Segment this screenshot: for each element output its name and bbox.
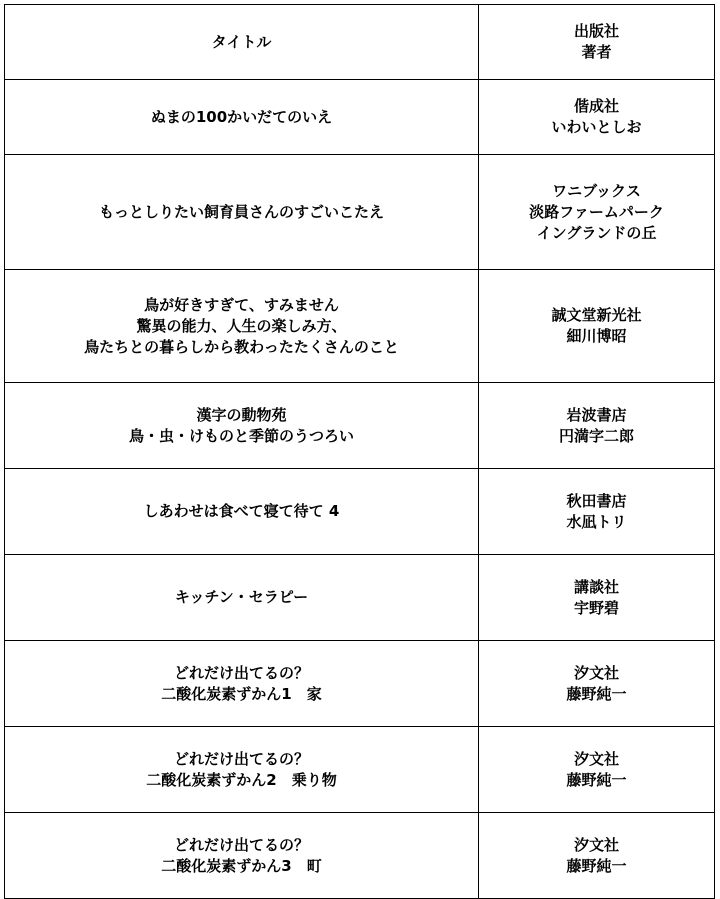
book-subtitle-line: 驚異の能力、人生の楽しみ方、 <box>136 316 347 335</box>
info-cell <box>479 383 715 469</box>
book-title-line: しあわせは食べて寝て待て 4 <box>143 502 340 520</box>
header-title-cell <box>5 5 479 80</box>
title-cell <box>5 80 479 155</box>
title-cell <box>5 469 479 555</box>
author: 淡路ファームパーク <box>529 202 664 221</box>
author: 細川博昭 <box>566 327 627 345</box>
author: 水凪トリ <box>566 512 627 531</box>
info-cell <box>479 469 715 555</box>
book-title-line: もっとしりたい飼育員さんのすごいこたえ <box>98 202 384 221</box>
title-cell <box>5 727 479 813</box>
author: 藤野純一 <box>566 684 627 703</box>
author: 円満字二郎 <box>558 426 634 445</box>
publisher: 講談社 <box>573 577 619 596</box>
book-subtitle-line: 鳥・虫・けものと季節のうつろい <box>128 426 354 445</box>
book-title-line: 鳥が好きすぎて、すみません <box>144 295 339 314</box>
info-cell <box>479 555 715 641</box>
table-row <box>5 270 715 383</box>
publisher: 誠文堂新光社 <box>551 306 642 324</box>
publisher: 汐文社 <box>573 663 619 682</box>
book-subtitle-line: 二酸化炭素ずかん2 乗り物 <box>146 770 337 789</box>
book-subtitle-line: 二酸化炭素ずかん1 家 <box>161 684 322 703</box>
info-cell <box>479 813 715 899</box>
book-title-line: どれだけ出てるの？ <box>173 835 309 854</box>
header-title-label: タイトル <box>211 32 272 51</box>
table-row <box>5 155 715 270</box>
table-row <box>5 469 715 555</box>
header-info-cell <box>479 5 715 80</box>
info-cell <box>479 641 715 727</box>
book-title-line: どれだけ出てるの？ <box>173 663 309 682</box>
info-cell <box>479 727 715 813</box>
book-title-line: どれだけ出てるの？ <box>173 749 309 768</box>
publisher: 岩波書店 <box>566 405 627 424</box>
title-cell <box>5 383 479 469</box>
publisher: ワニブックス <box>552 181 641 200</box>
table-row <box>5 80 715 155</box>
publisher: 秋田書店 <box>566 491 627 510</box>
publisher: 汐文社 <box>573 749 619 768</box>
title-cell <box>5 155 479 270</box>
book-title-line: ぬまの100かいだてのいえ <box>150 107 333 126</box>
book-subtitle-line: 鳥たちとの暮らしから教わったたくさんのこと <box>84 337 399 356</box>
title-cell <box>5 555 479 641</box>
publisher: 偕成社 <box>573 97 619 115</box>
header-author-label: 著者 <box>581 43 612 61</box>
info-cell <box>479 155 715 270</box>
table-header-row <box>5 5 715 80</box>
book-title-line: 漢字の動物苑 <box>196 405 287 424</box>
book-subtitle-line: 二酸化炭素ずかん3 町 <box>161 856 322 875</box>
title-cell <box>5 641 479 727</box>
title-cell <box>5 813 479 899</box>
info-cell <box>479 80 715 155</box>
author: いわいとしお <box>551 118 642 136</box>
author: 藤野純一 <box>566 856 627 875</box>
header-publisher-label: 出版社 <box>573 22 619 40</box>
title-cell <box>5 270 479 383</box>
author: 藤野純一 <box>566 770 627 789</box>
publisher: 汐文社 <box>573 835 619 854</box>
table-row <box>5 813 715 899</box>
author: 宇野碧 <box>573 598 619 617</box>
book-list-table <box>4 4 715 899</box>
table-row <box>5 555 715 641</box>
book-title-line: キッチン・セラピー <box>174 588 309 606</box>
author: イングランドの丘 <box>536 223 657 242</box>
info-cell <box>479 270 715 383</box>
table-row <box>5 641 715 727</box>
table-row <box>5 383 715 469</box>
table-row <box>5 727 715 813</box>
